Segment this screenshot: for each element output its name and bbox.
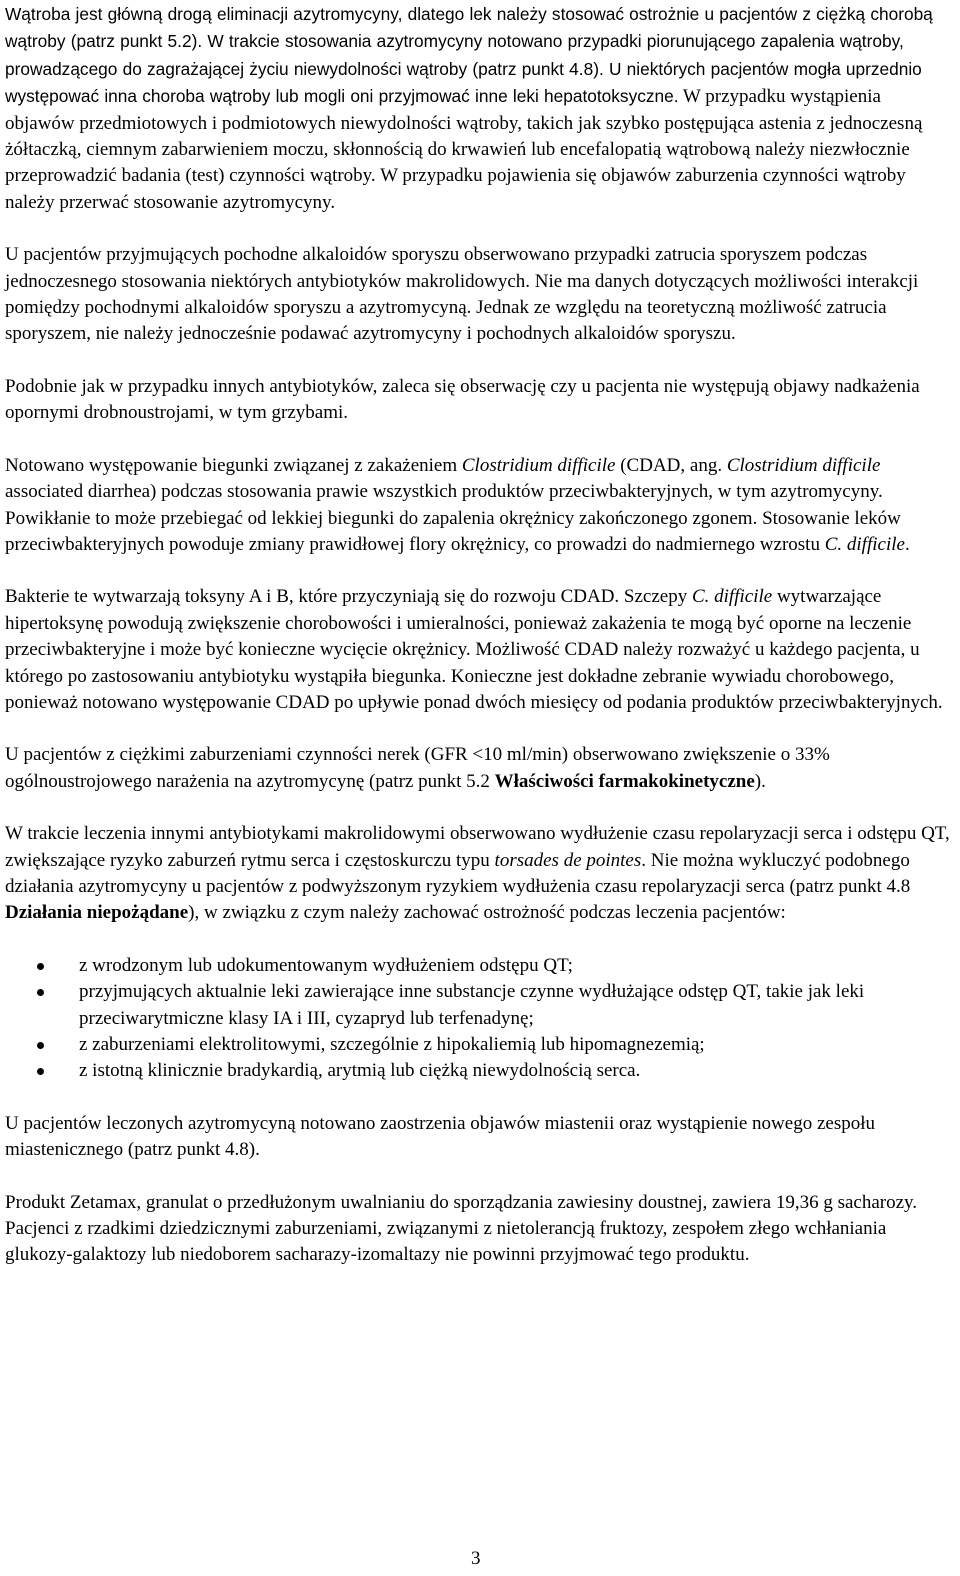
bullet-icon [37, 1068, 44, 1075]
cdad-text-c: associated diarrhea) podczas stosowania prawie wszystkich produktów przeciwbakteryjnych, w tym azytromycyny. Powikłanie to może przebiegać od lekkiej biegunki do zapalenia okrężnicy zakończonego zgonem. Stosowanie leków przeciwbakteryjnych powoduje zmiany prawidłowej flory okrężnicy, co prowadzi do nadmiernego wzrostu [5, 481, 901, 555]
paragraph-renal [5, 742, 955, 795]
qt-risk-list [5, 953, 955, 1085]
list-item [5, 979, 955, 1032]
paragraph-cdad [5, 453, 955, 559]
paragraph-toxins [5, 584, 955, 716]
renal-text-b: ). [754, 770, 766, 792]
liver-symptoms-text: W przypadku wystąpienia objawów przedmiotowych i podmiotowych niewydolności wątroby, takich jak szybko postępująca astenia z jednoczesną żółtaczką, ciemnym zabarwieniem moczu, skłonnością do krwawień lub encefalopatią wątrobową należy niezwłocznie przeprowadzić badania (test) czynności wątroby. [5, 86, 923, 187]
list-item [5, 953, 955, 979]
cdad-organism-1: Clostridium difficile [461, 454, 616, 476]
qt-section-ref: Działania niepożądane [5, 902, 189, 924]
list-item-text: przyjmujących aktualnie leki zawierające inne substancje czynne wydłużające odstęp QT, takie jak leki przeciwarytmiczne klasy IA i III, cyzapryd lub terfenadynę; [79, 981, 865, 1029]
qt-text-a: W trakcie leczenia innymi antybiotykami makrolidowymi obserwowano wydłużenie czasu repolaryzacji serca i odstępu QT, zwiększające ryzyko zaburzeń rytmu serca i częstoskurczu typu [5, 823, 950, 871]
paragraph-qt [5, 821, 955, 927]
cdad-text-d: . [904, 533, 910, 555]
liver-discontinue-text: W przypadku pojawienia się objawów zaburzenia czynności wątroby należy przerwać stosowanie azytromycyny. [5, 165, 906, 213]
liver-warning-text: Wątroba jest główną drogą eliminacji azytromycyny, dlatego lek należy stosować ostrożnie u pacjentów z ciężką chorobą wątroby (patrz punkt 5.2). W trakcie stosowania azytromycyny notowano przypadki piorunującego zapalenia wątroby, prowadzącego do zagrażającej życiu niewydolności wątroby (patrz punkt 4.8). U niektórych pacjentów mogła uprzednio występować inna choroba wątroby lub mogli oni przyjmować inne leki hepatotoksyczne. [5, 4, 933, 107]
qt-text-c: ), w związku z czym należy zachować ostrożność podczas leczenia pacjentów: [188, 902, 786, 924]
cdad-text-a: Notowano występowanie biegunki związanej z zakażeniem [5, 454, 462, 476]
document-page [5, 0, 955, 1269]
toxins-text-a: Bakterie te wytwarzają toksyny A i B, które przyczyniają się do rozwoju CDAD. Szczepy [5, 586, 692, 608]
toxins-organism: C. difficile [691, 586, 773, 608]
qt-torsades: torsades de pointes [494, 849, 642, 871]
paragraph-ergot: U pacjentów przyjmujących pochodne alkaloidów sporyszu obserwowano przypadki zatrucia sporyszem podczas jednoczesnego stosowania niektórych antybiotyków makrolidowych. Nie ma danych dotyczących możliwości interakcji pomiędzy pochodnymi alkaloidów sporyszu a azytromycyną. Jednak ze względu na teoretyczną możliwość zatrucia sporyszem, nie należy jednocześnie podawać azytromycyny i pochodnych alkaloidów sporyszu. [5, 244, 919, 345]
list-item [5, 1058, 955, 1084]
bullet-icon [37, 1042, 44, 1049]
list-item [5, 1032, 955, 1058]
cdad-organism-2: Clostridium difficile [726, 454, 881, 476]
list-item-text: z istotną klinicznie bradykardią, arytmią lub ciężką niewydolnością serca. [79, 1060, 641, 1082]
cdad-organism-3: C. difficile [824, 533, 905, 555]
toxins-text-b: wytwarzające hipertoksynę powodują zwiększenie chorobowości i umieralności, ponieważ zakażenia te mogą być oporne na leczenie przeciwbakteryjne i może być konieczne wycięcie okrężnicy. Możliwość CDAD należy rozważyć u każdego pacjenta, u którego po zastosowaniu antybiotyku wystąpiła biegunka. Konieczne jest dokładne zebranie wywiadu chorobowego, ponieważ notowano występowanie CDAD po upływie ponad dwóch miesięcy od podania produktów przeciwbakteryjnych. [5, 586, 943, 713]
list-item-text: z wrodzonym lub udokumentowanym wydłużeniem odstępu QT; [79, 954, 573, 976]
list-item-text: z zaburzeniami elektrolitowymi, szczególnie z hipokaliemią lub hipomagnezemią; [79, 1034, 705, 1055]
renal-section-ref: Właściwości farmakokinetyczne [494, 770, 755, 792]
paragraph-superinfection: Podobnie jak w przypadku innych antybiotyków, zaleca się obserwację czy u pacjenta nie występują objawy nadkażenia opornymi drobnoustrojami, w tym grzybami. [5, 375, 920, 424]
paragraph-myasthenia: U pacjentów leczonych azytromycyną notowano zaostrzenia objawów miastenii oraz wystąpienie nowego zespołu miastenicznego (patrz punkt 4.8). [5, 1112, 876, 1161]
bullet-icon [37, 963, 44, 970]
paragraph-liver-warning [5, 1, 955, 216]
cdad-text-b: (CDAD, ang. [615, 454, 727, 476]
qt-text-b: . Nie można wykluczyć podobnego działania azytromycyny u pacjentów z podwyższonym ryzykiem wydłużenia czasu repolaryzacji serca (patrz punkt 4.8 [5, 849, 911, 897]
paragraph-sucrose: Produkt Zetamax, granulat o przedłużonym uwalnianiu do sporządzania zawiesiny doustnej, zawiera 19,36 g sacharozy. Pacjenci z rzadkimi dziedzicznymi zaburzeniami, związanymi z nietolerancją fruktozy, zespołem złego wchłaniania glukozy-galaktozy lub niedoborem sacharazy-izomaltazy nie powinni przyjmować tego produktu. [5, 1191, 918, 1266]
bullet-icon [37, 989, 44, 996]
page-number: 3 [471, 1548, 481, 1569]
renal-text-a: U pacjentów z ciężkimi zaburzeniami czynności nerek (GFR <10 ml/min) obserwowano zwiększenie o 33% ogólnoustrojowego narażenia na azytromycynę (patrz punkt 5.2 [5, 744, 830, 792]
